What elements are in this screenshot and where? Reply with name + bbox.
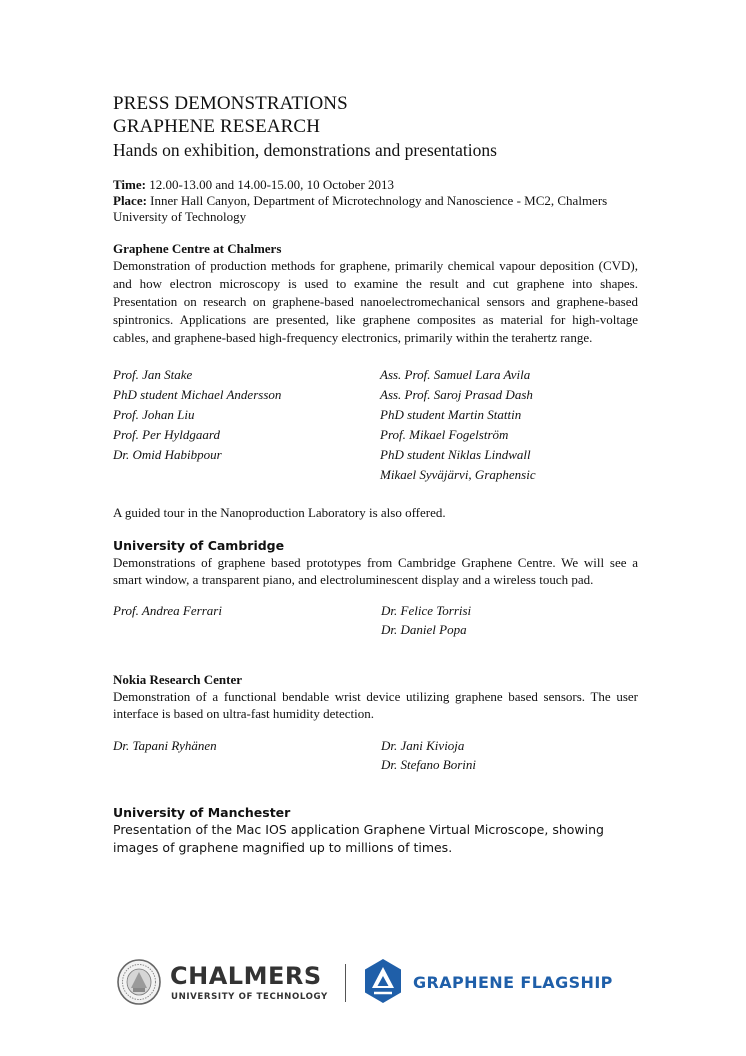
- person: PhD student Martin Stattin: [380, 407, 522, 422]
- people-cambridge: [113, 601, 638, 639]
- section-body-manchester: Presentation of the Mac IOS application Graphene Virtual Microscope, showing images of graphene magnified up to millions of times.: [113, 822, 604, 855]
- person: PhD student Michael Andersson: [113, 387, 282, 402]
- people-right-column: [380, 601, 638, 639]
- person: PhD student Niklas Lindwall: [380, 447, 531, 462]
- document-page: [113, 92, 638, 857]
- time-value: 12.00-13.00 and 14.00-15.00, 10 October 2013: [149, 177, 395, 192]
- person: Prof. Andrea Ferrari: [113, 603, 222, 618]
- guided-tour-note: A guided tour in the Nanoproduction Laboratory is also offered.: [113, 505, 446, 520]
- people-left-column: [113, 736, 380, 774]
- person: Dr. Felice Torrisi: [381, 603, 472, 618]
- chalmers-logo-subtext: UNIVERSITY OF TECHNOLOGY: [171, 992, 328, 1002]
- title-line-1: PRESS DEMONSTRATIONS: [113, 93, 348, 114]
- person: Dr. Jani Kivioja: [381, 738, 465, 753]
- place-value: Inner Hall Canyon, Department of Microtechnology and Nanoscience - MC2, Chalmers University of Technology: [113, 193, 608, 224]
- section-body-chalmers: Demonstration of production methods for graphene, primarily chemical vapour deposition (CVD), and how electron microscopy is used to examine the result and cut graphene into shapes. Presentation on research on graphene-based nanoelectromechanical sensors and graphene-based spintronics. Applications are presented, like graphene composites as material for high-voltage cables, and graphene-based high-frequency electronics, primarily within the terahertz range.: [113, 258, 638, 345]
- section-heading-cambridge: University of Cambridge: [113, 538, 285, 553]
- people-left-column: [113, 365, 380, 485]
- people-chalmers: [113, 365, 638, 485]
- chalmers-logo-text: CHALMERS: [170, 962, 322, 990]
- graphene-flagship-logo-text: GRAPHENE FLAGSHIP: [413, 973, 613, 992]
- section-manchester: [113, 805, 638, 857]
- place-line: [113, 193, 638, 225]
- person: Dr. Daniel Popa: [381, 622, 467, 637]
- person: Dr. Stefano Borini: [381, 757, 476, 772]
- subtitle: Hands on exhibition, demonstrations and presentations: [113, 140, 497, 160]
- person: Prof. Jan Stake: [113, 367, 193, 382]
- person: Ass. Prof. Saroj Prasad Dash: [380, 387, 533, 402]
- section-cambridge: [113, 538, 638, 639]
- logo-footer: [116, 956, 636, 1012]
- people-left-column: [113, 601, 380, 639]
- chalmers-seal-icon: [116, 958, 162, 1006]
- person: Prof. Mikael Fogelström: [380, 427, 509, 442]
- section-body-cambridge: Demonstrations of graphene based prototypes from Cambridge Graphene Centre. We will see a smart window, a transparent piano, and electroluminescent display and a wireless touch pad.: [113, 555, 638, 587]
- people-right-column: [380, 365, 638, 485]
- section-heading-chalmers: Graphene Centre at Chalmers: [113, 241, 282, 256]
- people-right-column: [380, 736, 638, 774]
- person: Prof. Per Hyldgaard: [113, 427, 220, 442]
- graphene-flagship-hexagon-icon: [363, 958, 403, 1004]
- time-line: [113, 177, 638, 193]
- section-heading-nokia: Nokia Research Center: [113, 672, 243, 687]
- person: Prof. Johan Liu: [113, 407, 195, 422]
- section-body-nokia: Demonstration of a functional bendable wrist device utilizing graphene based sensors. The user interface is based on ultra-fast humidity detection.: [113, 689, 638, 721]
- event-meta: [113, 177, 638, 225]
- section-chalmers: [113, 241, 638, 521]
- person: Dr. Omid Habibpour: [113, 447, 222, 462]
- title-line-2: GRAPHENE RESEARCH: [113, 116, 321, 137]
- people-nokia: [113, 736, 638, 774]
- place-label: Place:: [113, 193, 147, 208]
- section-nokia: [113, 672, 638, 774]
- person: Ass. Prof. Samuel Lara Avila: [380, 367, 531, 382]
- person: Mikael Syväjärvi, Graphensic: [380, 467, 536, 482]
- person: Dr. Tapani Ryhänen: [113, 738, 217, 753]
- time-label: Time:: [113, 177, 146, 192]
- logo-divider: [345, 964, 346, 1002]
- section-heading-manchester: University of Manchester: [113, 805, 291, 820]
